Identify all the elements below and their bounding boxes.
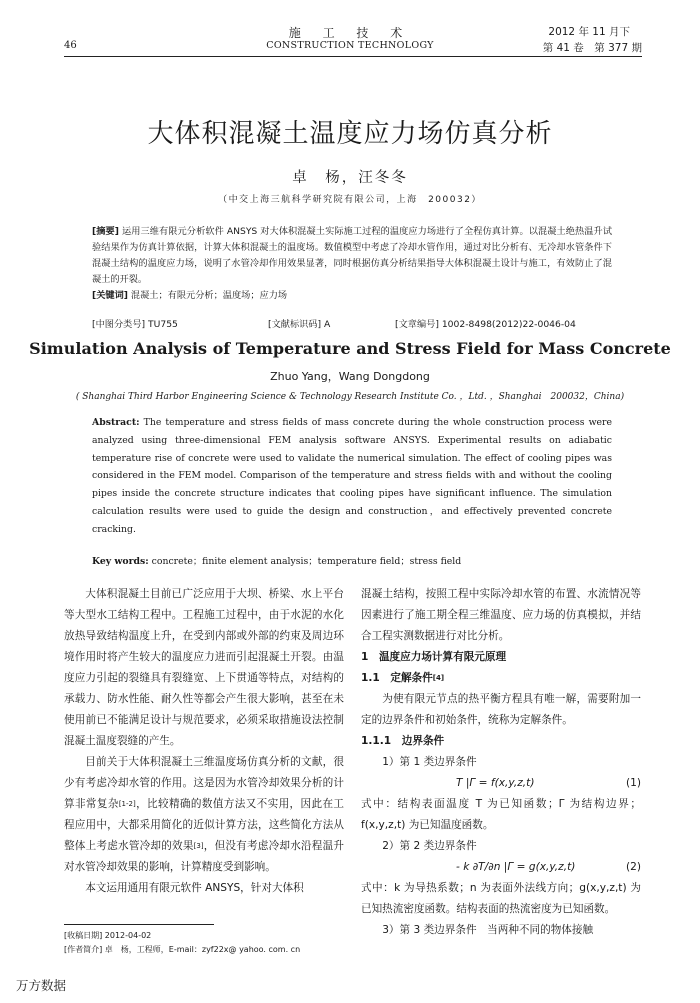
abstract-cn <box>92 224 612 304</box>
body-paragraph: 混凝土结构，按照工程中实际冷却水管的布置、水流情况等因素进行了施工期全程三维温度、应力场的仿真模拟，并结合工程实测数据进行对比分析。 <box>361 588 641 642</box>
watermark-text: 万方数据 <box>16 978 67 993</box>
paper-title-en: Simulation Analysis of Temperature and Stress Field for Mass Concrete <box>29 339 671 358</box>
equation-body: T |Γ = f(x,y,z,t) <box>456 777 535 789</box>
keywords-en-label: Key words: <box>92 556 149 567</box>
received-date: [收稿日期] 2012-04-02 <box>64 931 152 940</box>
equation-2 <box>361 857 641 878</box>
keywords-cn-label: [关键词] <box>92 290 128 301</box>
body-paragraph: 本文运用通用有限元软件 ANSYS，针对大体积 <box>85 882 304 894</box>
footnote <box>64 929 354 957</box>
body-left-column <box>64 584 344 899</box>
clc-number: [中图分类号] TU755 <box>92 319 178 330</box>
condition-item: 3）第 3 类边界条件 当两种不同的物体接触 <box>382 924 594 936</box>
citation: [3] <box>193 842 204 850</box>
journal-title-en: CONSTRUCTION TECHNOLOGY <box>266 40 434 51</box>
page-number: 46 <box>64 40 77 51</box>
abstract-cn-text: 运用三维有限元分析软件 ANSYS 对大体积混凝土实际施工过程的温度应力场进行了全程仿真计算。以混凝土绝热温升试验结果作为仿真计算依据，计算大体积混凝土的温度场。数值模型中考虑了冷却水管作用，通过对比分析有、无冷却水管条件下混凝土结构的温度应力场，说明了水管冷却作用效果显著，同时根据仿真分析结果指导大体积混凝土设计与施工，有效防止了混凝土的开裂。 <box>92 226 613 285</box>
abstract-cn-label: [摘要] <box>92 226 119 237</box>
header-rule <box>64 56 642 57</box>
subsection-title: 1.1 定解条件 <box>361 672 433 684</box>
body-right-column <box>361 584 641 941</box>
issue-volume: 第 41 卷 第 377 期 <box>542 42 642 54</box>
body-paragraph: 式中：结构表面温度 T 为已知函数；Γ 为结构边界；f(x,y,z,t) 为已知温度函数。 <box>361 798 641 831</box>
abstract-en-text: The temperature and stress fields of mass concrete during the whole construction process were analyzed using three-dimensional FEM analysis software ANSYS. Experimental results on adiabatic temperature rise of concrete were used to validate the numerical simulation. The effect of cooling pipes was considered in the FEM model. Comparison of the temperature and stress fields with and without the cooling pipes inside the concrete structure indicates that cooling pipes have significant influence. The simulation calculation results were used to guide the design and construction，and effectively prevented concrete cracking. <box>92 417 612 535</box>
body-text: 目前关于大体积混凝土三维温度场仿真分析的文献，很少有考虑冷却水管的作用。这是因为水管冷却效果分析的计算非常复杂 <box>64 756 344 810</box>
issue-date: 2012 年 11 月下 <box>548 26 630 38</box>
body-paragraph: 大体积混凝土目前已广泛应用于大坝、桥梁、水上平台等大型水工结构工程中。工程施工过程中，由于水泥的水化放热导致结构温度上升，在受到内部或外部的约束及周边环境作用时将产生较大的温度应力进而引起混凝土开裂。由温度应力引起的裂缝具有裂缝宽、上下贯通等特点，对结构的承载力、防水性能、耐久性等都会产生很大影响，甚至在未使用前已不能满足设计与规范要求，必须采取措施设法控制混凝土温度裂缝的产生。 <box>64 588 344 747</box>
affiliation-en: ( Shanghai Third Harbor Engineering Science & Technology Research Institute Co. ，Ltd. ，Shanghai 200032，China) <box>75 392 625 402</box>
subsubsection-heading: 1.1.1 边界条件 <box>361 735 445 747</box>
equation-1 <box>361 773 641 794</box>
body-paragraph: 式中：k 为导热系数；n 为表面外法线方向；g(x,y,z,t) 为已知热流密度函数。结构表面的热流密度为已知函数。 <box>361 882 641 915</box>
citation: [1-2] <box>118 800 136 808</box>
keywords-cn-text: 混凝土；有限元分析；温度场；应力场 <box>130 290 288 301</box>
condition-item: 1）第 1 类边界条件 <box>382 756 477 768</box>
citation: [4] <box>432 674 445 682</box>
authors-en: Zhuo Yang，Wang Dongdong <box>270 370 430 383</box>
keywords-en <box>92 553 612 567</box>
abstract-en-label: Abstract: <box>92 417 140 428</box>
footnote-rule <box>64 924 214 925</box>
condition-item: 2）第 2 类边界条件 <box>382 840 477 852</box>
equation-number: (1) <box>625 777 641 789</box>
journal-title-cn: 施 工 技 术 <box>288 26 412 40</box>
abstract-en <box>92 414 612 539</box>
authors-cn: 卓 杨，汪冬冬 <box>292 170 408 186</box>
subsection-heading <box>361 668 641 689</box>
body-text: ，但没有考虑冷却水沿程温升对水管冷却效果的影响，计算精度受到影响。 <box>64 840 345 873</box>
body-text: ，比较精确的数值方法又不实用，因此在工程应用中，大都采用简化的近似计算方法，这些简化方法从整体上考虑水管冷却的效果 <box>64 798 344 852</box>
equation-body: - k ∂T/∂n |Γ = g(x,y,z,t) <box>456 861 576 873</box>
body-paragraph <box>64 752 344 878</box>
equation-number: (2) <box>625 861 641 873</box>
section-heading: 1 温度应力场计算有限元原理 <box>361 651 507 663</box>
affiliation-cn: （中交上海三航科学研究院有限公司，上海 200032） <box>218 195 482 205</box>
document-code: [文献标识码] A <box>268 319 331 330</box>
author-bio: [作者简介] 卓 杨，工程师，E-mail：zyf22x@ yahoo. com. cn <box>64 945 301 954</box>
body-paragraph: 为使有限元节点的热平衡方程具有唯一解，需要附加一定的边界条件和初始条件，统称为定解条件。 <box>361 693 641 726</box>
article-number: [文章编号] 1002-8498(2012)22-0046-04 <box>395 319 576 330</box>
keywords-en-text: concrete；finite element analysis；temperature field；stress field <box>151 556 462 567</box>
paper-title-cn: 大体积混凝土温度应力场仿真分析 <box>147 119 553 149</box>
